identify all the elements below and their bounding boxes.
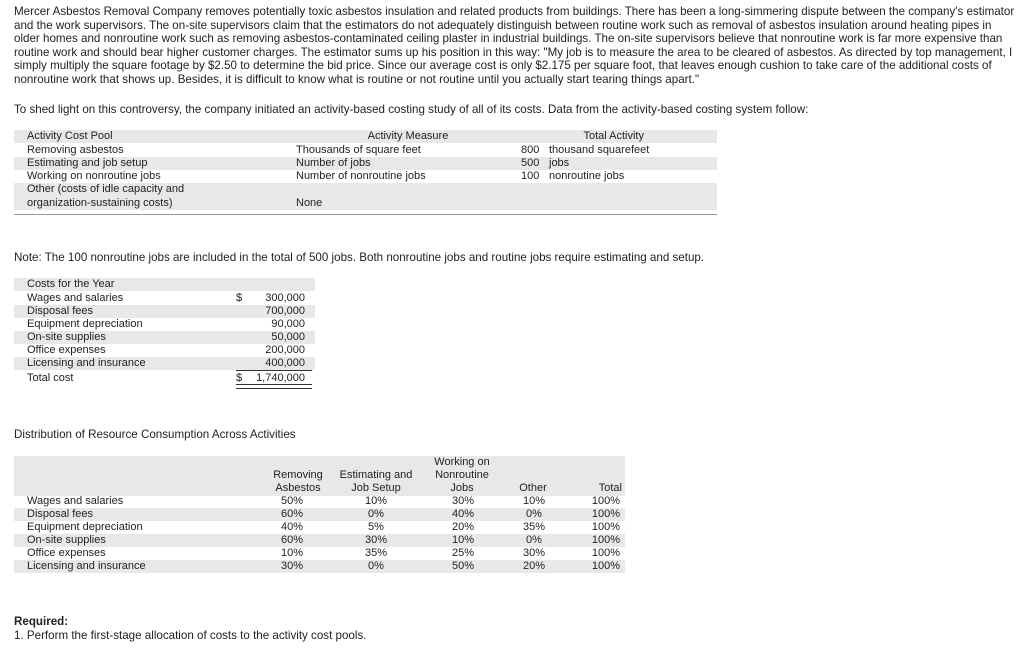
activity-row-unit: nonroutine jobs: [549, 170, 625, 182]
study-intro: To shed light on this controversy, the company initiated an activity-based costing study of all of its costs. Data from the activity-based costing system follow:: [14, 103, 809, 116]
header-removing-line2: Asbestos: [275, 482, 321, 494]
activity-table-bottom-rule: [14, 214, 717, 215]
cost-row-amount: 400,000: [265, 357, 305, 369]
dist-row-label: Disposal fees: [27, 508, 94, 520]
cost-row-amount: 90,000: [271, 318, 305, 330]
dist-val-total: 100%: [591, 508, 620, 520]
cost-row-amount: 700,000: [265, 305, 305, 317]
activity-row-pool: Estimating and job setup: [27, 157, 148, 169]
dist-val-nonroutine: 50%: [451, 560, 475, 572]
dist-val-other: 0%: [526, 534, 542, 546]
dist-val-other: 35%: [522, 521, 546, 533]
dist-val-estimating: 35%: [364, 547, 388, 559]
dist-val-removing: 10%: [280, 547, 304, 559]
costs-header: Costs for the Year: [27, 278, 115, 290]
distribution-title: Distribution of Resource Consumption Across Activities: [14, 428, 296, 441]
cost-row-dollar: $: [236, 292, 243, 304]
header-nonroutine-line2: Nonroutine: [435, 469, 489, 481]
dist-val-other: 30%: [522, 547, 546, 559]
dist-val-nonroutine: 10%: [451, 534, 475, 546]
cost-subtotal-rule: [236, 370, 312, 371]
dist-val-removing: 40%: [280, 521, 304, 533]
cost-row-label: Disposal fees: [27, 305, 94, 317]
dist-val-nonroutine: 40%: [451, 508, 475, 520]
intro-paragraph: Mercer Asbestos Removal Company removes potentially toxic asbestos insulation and related products from buildings. There has been a long-simmering dispute between the company's estimator and the work supervisors. The on-site supervisors claim that the estimators do not adequately distinguish between routine work such as removal of asbestos insulation around heating pipes in older homes and nonroutine work such as removing asbestos-contaminated ceiling plaster in industrial buildings. The on-site supervisors believe that nonroutine work is far more expensive than routine work and should bear higher customer charges. The estimator sums up his position in this way: "My job is to measure the area to be cleared of asbestos. As directed by top management, I simply multiply the square footage by $2.50 to determine the bid price. Since our average cost is only $2.175 per square foot, that leaves enough cushion to take care of the additional costs of nonroutine work that shows up. Besides, it is difficult to know what is routine or not routine until you actually start tearing things apart.": [14, 5, 1015, 86]
cost-row-label: Licensing and insurance: [27, 357, 146, 369]
dist-val-nonroutine: 30%: [451, 495, 475, 507]
activity-header-pool: Activity Cost Pool: [27, 130, 113, 142]
activity-row-measure: Thousands of square feet: [296, 144, 421, 156]
dist-val-total: 100%: [591, 534, 620, 546]
dist-val-removing: 30%: [280, 560, 304, 572]
activity-row-qty: 500: [521, 157, 540, 169]
activity-row-measure: None: [296, 197, 323, 209]
header-total: Total: [598, 482, 622, 494]
dist-row-label: Licensing and insurance: [27, 560, 146, 572]
cost-row-label: Equipment depreciation: [27, 318, 143, 330]
activity-row-pool: Working on nonroutine jobs: [27, 170, 161, 182]
dist-row-label: Equipment depreciation: [27, 521, 143, 533]
dist-val-total: 100%: [591, 547, 620, 559]
activity-row-unit: jobs: [549, 157, 570, 169]
header-nonroutine-line1: Working on: [434, 456, 490, 468]
dist-val-estimating: 0%: [368, 560, 384, 572]
cost-total-label: Total cost: [27, 372, 74, 384]
activity-row-unit: thousand squarefeet: [549, 144, 650, 156]
dist-val-estimating: 30%: [364, 534, 388, 546]
activity-header-total: Total Activity: [583, 130, 644, 142]
required-label: Required:: [14, 615, 69, 628]
dist-row-label: Office expenses: [27, 547, 106, 559]
header-nonroutine-line3: Jobs: [450, 482, 474, 494]
dist-val-estimating: 0%: [368, 508, 384, 520]
dist-val-nonroutine: 20%: [451, 521, 475, 533]
dist-val-nonroutine: 25%: [451, 547, 475, 559]
activity-row-pool-cont: organization-sustaining costs): [27, 197, 173, 209]
dist-val-total: 100%: [591, 495, 620, 507]
dist-row-label: On-site supplies: [27, 534, 106, 546]
dist-row-label: Wages and salaries: [27, 495, 124, 507]
activity-row-qty: 800: [521, 144, 540, 156]
activity-header-measure: Activity Measure: [367, 130, 449, 142]
dist-val-total: 100%: [591, 521, 620, 533]
dist-val-removing: 60%: [280, 508, 304, 520]
header-other: Other: [519, 482, 547, 494]
cost-row-label: Office expenses: [27, 344, 106, 356]
dist-val-removing: 60%: [280, 534, 304, 546]
cost-row-amount: 200,000: [265, 344, 305, 356]
header-estimating-line1: Estimating and: [339, 469, 413, 481]
dist-val-other: 0%: [526, 508, 542, 520]
dist-val-removing: 50%: [280, 495, 304, 507]
dist-val-other: 20%: [522, 560, 546, 572]
cost-row-amount: 300,000: [265, 292, 305, 304]
cost-row-label: Wages and salaries: [27, 292, 124, 304]
header-estimating-line2: Job Setup: [351, 482, 401, 494]
cost-total-amount: 1,740,000: [256, 372, 305, 384]
required-item: 1. Perform the first-stage allocation of costs to the activity cost pools.: [14, 629, 367, 642]
activity-row-pool: Removing asbestos: [27, 144, 124, 156]
cost-total-dollar: $: [236, 372, 243, 384]
cost-row-label: On-site supplies: [27, 331, 106, 343]
activity-row-measure: Number of jobs: [296, 157, 371, 169]
dist-val-estimating: 5%: [368, 521, 384, 533]
activity-row-pool: Other (costs of idle capacity and: [27, 183, 185, 195]
activity-row-measure: Number of nonroutine jobs: [296, 170, 426, 182]
activity-row-qty: 100: [521, 170, 540, 182]
dist-val-other: 10%: [522, 495, 546, 507]
header-removing-line1: Removing: [273, 469, 323, 481]
cost-row-amount: 50,000: [271, 331, 305, 343]
note: Note: The 100 nonroutine jobs are included in the total of 500 jobs. Both nonroutine jobs and routine jobs require estimating and setup.: [14, 251, 705, 264]
dist-val-total: 100%: [591, 560, 620, 572]
dist-val-estimating: 10%: [364, 495, 388, 507]
cost-total-double-rule: [236, 384, 312, 389]
